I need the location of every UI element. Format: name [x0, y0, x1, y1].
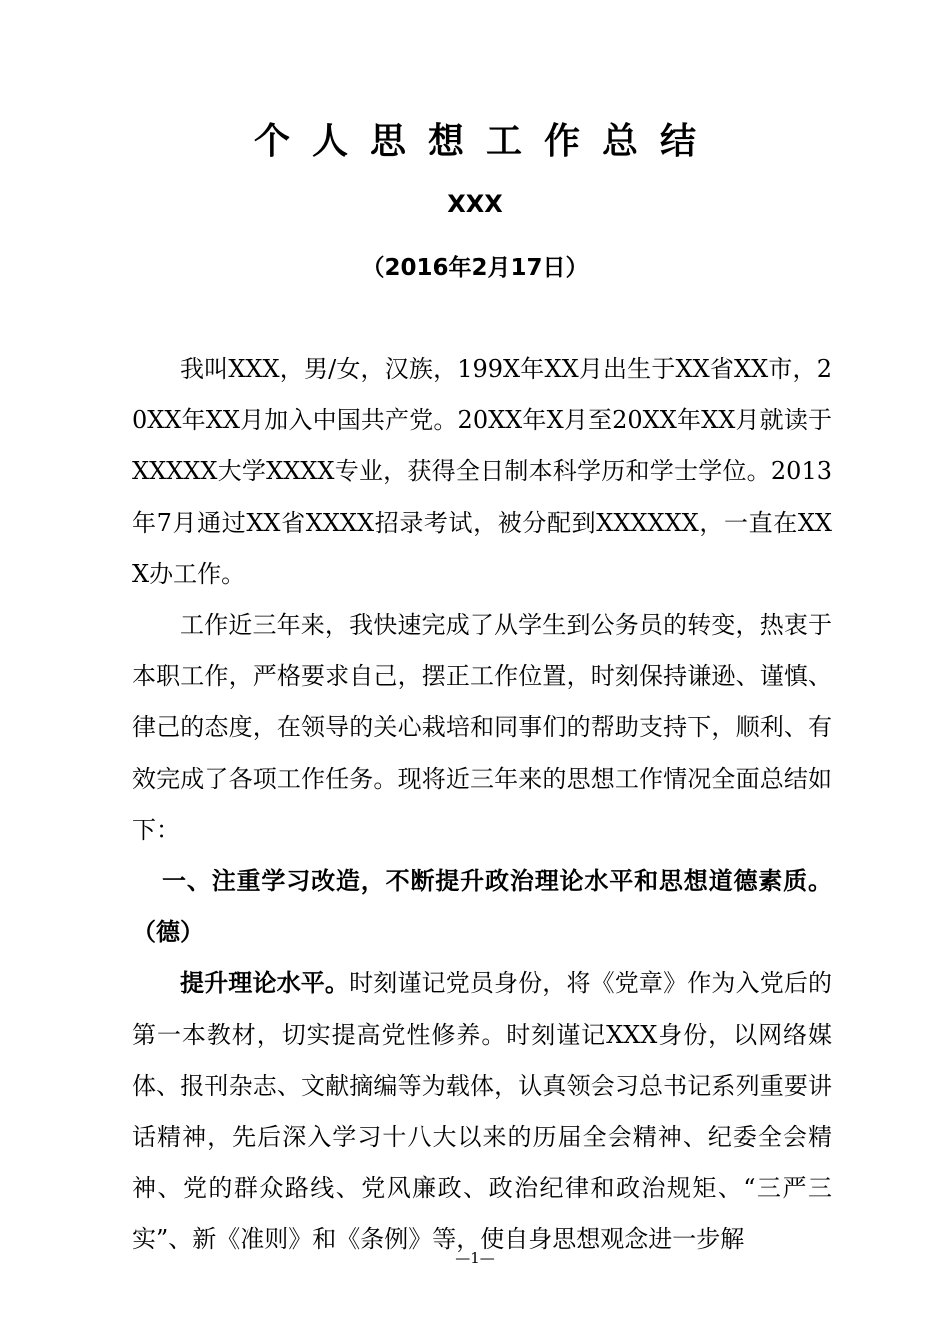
section-body-text: 时刻谨记党员身份，将《党章》作为入党后的第一本教材，切实提高党性修养。时刻谨记XXX身份，以网络媒体、报刊杂志、文献摘编等为载体，认真领会习总书记系列重要讲话精神，先后深入学习十八大以来的历届全会精神、纪委全会精神、党的群众路线、党风廉政、政治纪律和政治规矩、“三严三实”、新《准则》和《条例》等，使自身思想观念进一步解 [132, 969, 832, 1254]
document-author: XXX [447, 190, 503, 218]
document-title: 个人思想工作总结 [253, 121, 718, 162]
section-lead: 提升理论水平。 [180, 969, 350, 998]
summary-paragraph: 工作近三年来，我快速完成了从学生到公务员的转变，热衷于本职工作，严格要求自己，摆正工作位置，时刻保持谦逊、谨慎、律己的态度，在领导的关心栽培和同事们的帮助支持下，顺利、有效完成了各项工作任务。现将近三年来的思想工作情况全面总结如下： [132, 611, 832, 844]
document-body [132, 344, 832, 1266]
intro-paragraph: 我叫XXX，男/女，汉族，199X年XX月出生于XX省XX市，20XX年XX月加入中国共产党。20XX年X月至20XX年XX月就读于XXXXX大学XXXX专业，获得全日制本科学历和学士学位。2013年7月通过XX省XXXX招录考试，被分配到XXXXXX，一直在XXX办工作。 [132, 355, 832, 588]
page-number: —1— [455, 1249, 495, 1267]
section-paragraph [132, 958, 832, 1265]
document-date: （2016年2月17日） [361, 255, 589, 281]
section-heading: 一、注重学习改造，不断提升政治理论水平和思想道德素质。（德） [132, 867, 832, 947]
